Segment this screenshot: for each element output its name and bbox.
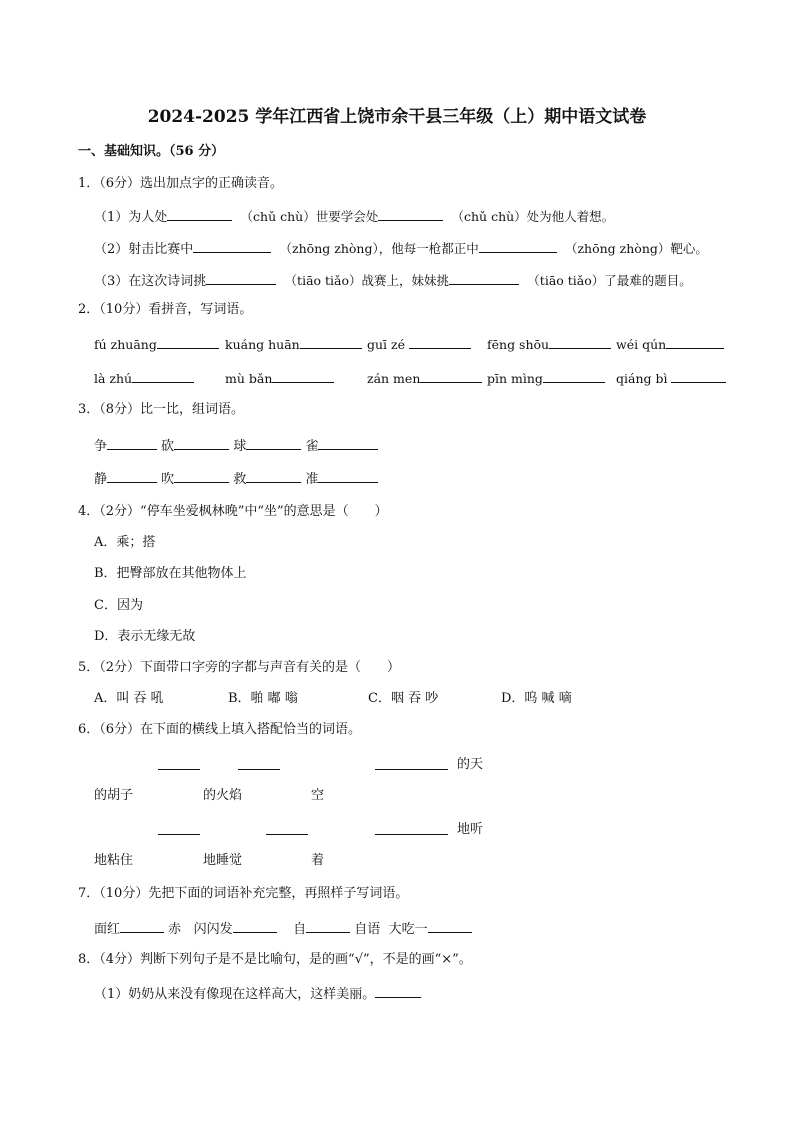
idiom-part: 大吃一 — [388, 922, 428, 937]
answer-blank[interactable] — [167, 206, 232, 221]
item-text: （1）奶奶从来没有像现在这样高大，这样美丽。 — [94, 987, 376, 1002]
option-b[interactable]: B．把臀部放在其他物体上 — [94, 566, 247, 581]
answer-blank[interactable] — [306, 918, 350, 933]
pinyin-label: guī zé — [367, 337, 406, 352]
idiom-part: 面红 — [94, 922, 121, 937]
answer-blank[interactable] — [428, 918, 472, 933]
option-a[interactable]: A．叫 吞 吼 — [94, 691, 164, 706]
compare-row-1 — [94, 435, 378, 456]
answer-blank[interactable] — [246, 435, 301, 450]
pinyin-item — [225, 368, 334, 388]
char: 吹 — [161, 472, 175, 487]
answer-blank[interactable] — [318, 435, 378, 450]
question-4-stem: 4．（2分）“停车坐爱枫林晚”中“坐”的意思是（ ） — [78, 504, 388, 519]
answer-blank[interactable] — [174, 468, 229, 483]
question-8-stem: 8．（4分）判断下列句子是不是比喻句，是的画“√”，不是的画“×”。 — [78, 952, 472, 967]
pinyin-label: fú zhuāng — [94, 337, 157, 352]
answer-blank[interactable] — [174, 435, 229, 450]
question-1-item-2 — [94, 238, 708, 259]
char: 准 — [305, 472, 319, 487]
answer-blank[interactable] — [318, 468, 378, 483]
char: 静 — [94, 472, 108, 487]
answer-blank[interactable] — [246, 468, 301, 483]
phrase-word: 的胡子 — [94, 788, 134, 803]
pinyin-label: zán men — [367, 371, 421, 386]
answer-blank[interactable] — [375, 983, 421, 998]
answer-blank[interactable] — [420, 368, 482, 383]
option-b[interactable]: B．啪 嘟 嗡 — [228, 691, 298, 706]
pinyin-label: qiáng bì — [616, 371, 668, 386]
pinyin-item — [367, 368, 482, 388]
answer-blank[interactable] — [206, 270, 276, 285]
option-c[interactable]: C．因为 — [94, 598, 143, 613]
pinyin-item — [487, 334, 611, 354]
answer-blank[interactable] — [193, 238, 271, 253]
phrase-word: 的火焰 — [203, 788, 243, 803]
option-a[interactable]: A．乘；搭 — [94, 535, 156, 550]
pinyin-item — [616, 334, 724, 354]
answer-blank[interactable] — [158, 769, 200, 770]
item-text: （zhōng zhòng），他每一枪都正中 — [279, 241, 479, 256]
answer-blank[interactable] — [233, 918, 277, 933]
item-text: （tiāo tiǎo）战赛上，妹妹挑 — [284, 273, 450, 288]
idiom-part: 闪闪发 — [193, 922, 233, 937]
phrase-word: 空 — [311, 788, 325, 803]
idiom-row — [94, 918, 472, 939]
answer-blank[interactable] — [375, 834, 448, 835]
answer-blank[interactable] — [549, 334, 611, 349]
char: 球 — [233, 439, 247, 454]
phrase-word: 地睡觉 — [203, 853, 243, 868]
compare-row-2 — [94, 468, 378, 489]
answer-blank[interactable] — [300, 334, 362, 349]
idiom-part: 自语 — [354, 922, 381, 937]
question-1-stem: 1．（6分）选出加点字的正确读音。 — [78, 176, 284, 191]
item-text: （zhōng zhòng）靶心。 — [564, 241, 708, 256]
item-text: （1）为人处 — [94, 210, 168, 225]
idiom-part: 赤 — [168, 922, 182, 937]
pinyin-item — [94, 368, 194, 388]
option-d[interactable]: D．呜 喊 嘀 — [501, 691, 572, 706]
exam-title: 2024-2025 学年江西省上饶市余干县三年级（上）期中语文试卷 — [147, 107, 647, 127]
pinyin-item — [616, 368, 726, 388]
question-1-item-3 — [94, 270, 692, 291]
question-6-stem: 6．（6分）在下面的横线上填入搭配恰当的词语。 — [78, 722, 362, 737]
pinyin-label: fēng shōu — [487, 337, 550, 352]
question-2-stem: 2．（10分）看拼音，写词语。 — [78, 302, 253, 317]
pinyin-label: mù bǎn — [225, 371, 273, 386]
answer-blank[interactable] — [132, 368, 194, 383]
phrase-word: 着 — [311, 853, 325, 868]
char: 砍 — [161, 439, 175, 454]
idiom-part: 自 — [293, 922, 307, 937]
phrase-tail: 地听 — [457, 822, 484, 837]
option-d[interactable]: D．表示无缘无故 — [94, 629, 196, 644]
answer-blank[interactable] — [157, 334, 219, 349]
pinyin-item — [487, 368, 605, 388]
answer-blank[interactable] — [107, 435, 157, 450]
answer-blank[interactable] — [158, 834, 200, 835]
answer-blank[interactable] — [666, 334, 724, 349]
answer-blank[interactable] — [543, 368, 605, 383]
item-text: （tiāo tiǎo）了最难的题目。 — [527, 273, 692, 288]
pinyin-label: là zhú — [94, 371, 133, 386]
pinyin-item — [94, 334, 219, 354]
char: 争 — [94, 439, 108, 454]
answer-blank[interactable] — [479, 238, 557, 253]
question-7-stem: 7．（10分）先把下面的词语补充完整，再照样子写词语。 — [78, 886, 409, 901]
answer-blank[interactable] — [107, 468, 157, 483]
answer-blank[interactable] — [409, 334, 471, 349]
pinyin-label: kuáng huān — [225, 337, 300, 352]
question-3-stem: 3．（8分）比一比，组词语。 — [78, 402, 245, 417]
answer-blank[interactable] — [120, 918, 164, 933]
char: 雀 — [305, 439, 319, 454]
answer-blank[interactable] — [378, 206, 443, 221]
option-c[interactable]: C．咽 吞 吵 — [368, 691, 439, 706]
answer-blank[interactable] — [375, 769, 448, 770]
item-text: （3）在这次诗词挑 — [94, 274, 207, 289]
pinyin-label: pīn mìng — [487, 371, 543, 386]
answer-blank[interactable] — [272, 368, 334, 383]
phrase-word: 地粘住 — [94, 853, 134, 868]
item-text: （2）射击比赛中 — [94, 242, 194, 257]
answer-blank[interactable] — [238, 769, 280, 770]
pinyin-item — [225, 334, 362, 354]
pinyin-label: wéi qún — [616, 337, 667, 352]
question-5-stem: 5．（2分）下面带口字旁的字都与声音有关的是（ ） — [78, 660, 401, 675]
question-8-item-1 — [94, 983, 421, 1004]
answer-blank[interactable] — [266, 834, 308, 835]
section-heading: 一、基础知识。（56 分） — [78, 144, 225, 159]
question-1-item-1 — [94, 206, 614, 227]
item-text: （chǔ chù）世要学会处 — [240, 209, 379, 224]
answer-blank[interactable] — [671, 368, 726, 383]
phrase-tail: 的天 — [457, 757, 484, 772]
answer-blank[interactable] — [449, 270, 519, 285]
char: 救 — [233, 472, 247, 487]
pinyin-item — [367, 334, 471, 354]
item-text: （chǔ chù）处为他人着想。 — [451, 209, 615, 224]
